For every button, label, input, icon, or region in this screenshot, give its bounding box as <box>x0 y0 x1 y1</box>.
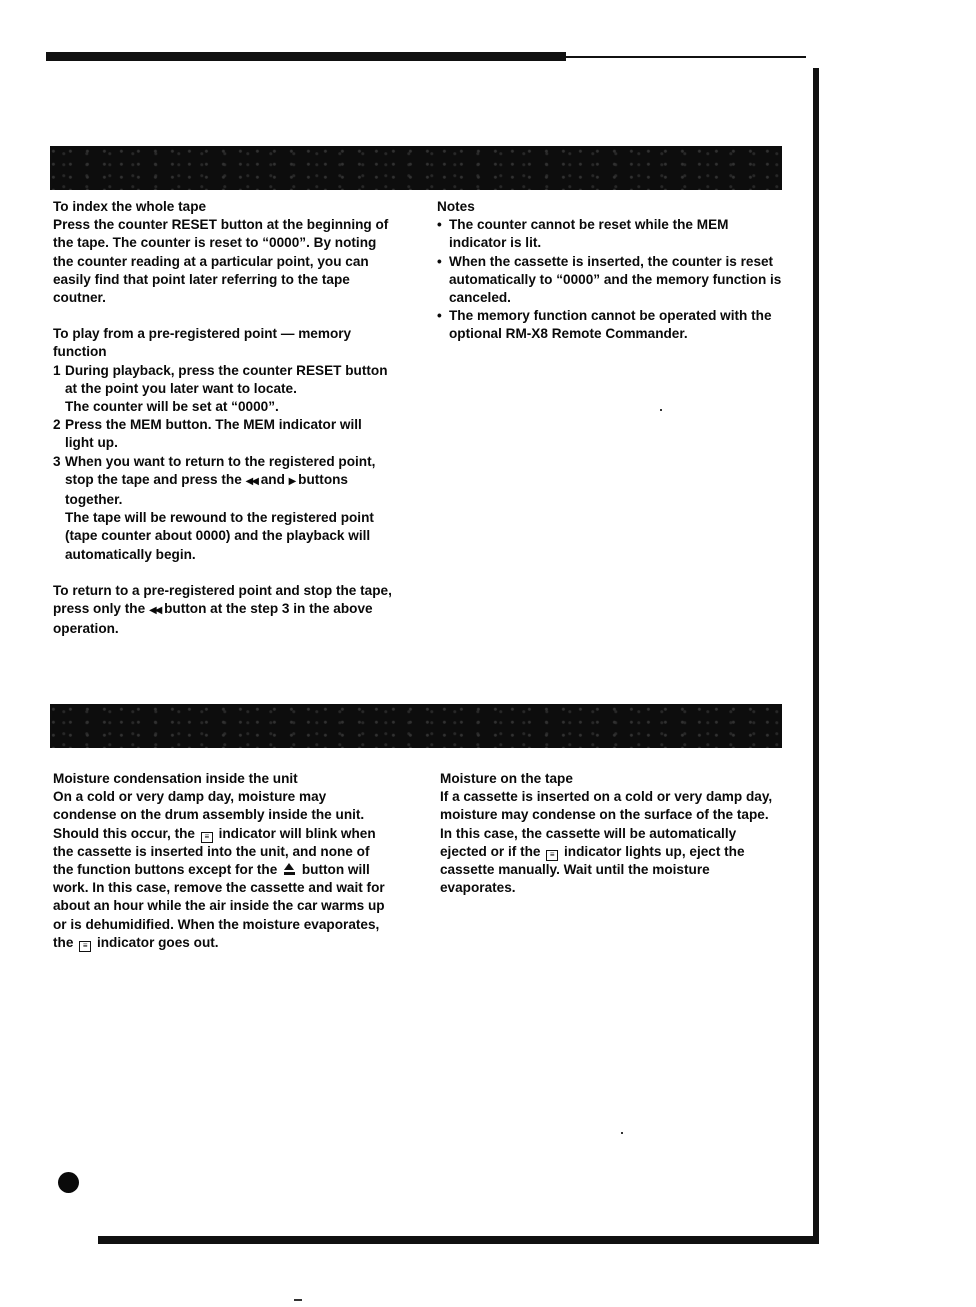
heading-moisture-tape: Moisture on the tape <box>440 771 573 786</box>
list-item: 3 When you want to return to the registered point, stop the tape and press the ◀◀ and ▶ buttons together. The tape will be rewound to the registered point (tape counter about 0000) and the playback will automatically begin. <box>53 453 376 562</box>
stray-dot <box>621 1132 623 1134</box>
eject-icon <box>284 863 295 875</box>
right-column-notes <box>437 198 782 344</box>
heading-memory-function: To play from a pre-registered point — memory function <box>53 326 352 360</box>
section-header-band <box>50 704 782 748</box>
moisture-indicator-icon: ≡ <box>201 832 213 843</box>
left-column-counter <box>53 198 393 638</box>
list-item: • The counter cannot be reset while the MEM indicator is lit. <box>437 216 782 252</box>
list-item: 2 Press the MEM button. The MEM indicator will light up. <box>53 417 362 451</box>
moisture-tape-p1: If a cassette is inserted on a cold or very damp day, moisture may condense on the surface of the tape. <box>440 789 773 823</box>
page-mark <box>294 1299 302 1301</box>
top-rule-thin <box>46 56 806 58</box>
right-margin-rule <box>813 68 819 1244</box>
moisture-tape-p2: In this case, the cassette will be automatically ejected or if the ≡ indicator lights up, eject the cassette manually. Wait until the moisture evaporates. <box>440 825 745 896</box>
bottom-rule <box>98 1236 819 1244</box>
moisture-inside-p1: On a cold or very damp day, moisture may condense on the drum assembly inside the unit. <box>53 789 365 823</box>
return-instruction: To return to a pre-registered point and stop the tape, press only the ◀◀ button at the step 3 in the above operation. <box>53 582 392 637</box>
left-column-moisture-inside <box>53 770 393 952</box>
page-bullet-mark <box>58 1172 79 1193</box>
right-column-moisture-tape <box>440 770 785 897</box>
rewind-icon: ◀◀ <box>245 475 257 487</box>
list-item: • When the cassette is inserted, the counter is reset automatically to “0000” and the memory function is canceled. <box>437 253 782 308</box>
rewind-icon: ◀◀ <box>148 605 161 617</box>
stray-dot <box>660 409 662 411</box>
list-item: • The memory function cannot be operated with the optional RM-X8 Remote Commander. <box>437 307 782 343</box>
index-tape-body: Press the counter RESET button at the beginning of the tape. The counter is reset to “0000”. By noting the counter reading at a particular point, you can easily find that point later referring to the tape coutner. <box>53 217 389 306</box>
heading-index-tape: To index the whole tape <box>53 199 207 214</box>
heading-moisture-inside: Moisture condensation inside the unit <box>53 771 298 786</box>
moisture-inside-p2: Should this occur, the ≡ indicator will blink when the cassette is inserted into the unit, and none of the function buttons except for the button will work. In this case, remove the cassette and wait for about an hour while the air inside the car warms up or is dehumidified. When the moisture evaporates, the ≡ indicator goes out. <box>53 825 385 950</box>
section-header-band <box>50 146 782 190</box>
list-item: 1 During playback, press the counter RESET button at the point you later want to locate. The counter will be set at “0000”. <box>53 362 388 415</box>
moisture-indicator-icon: ≡ <box>546 850 558 861</box>
play-icon: ▶ <box>288 475 295 487</box>
top-rule <box>46 52 806 62</box>
heading-notes: Notes <box>437 199 475 214</box>
notes-list <box>437 216 782 343</box>
memory-steps-list <box>53 362 393 564</box>
moisture-indicator-icon: ≡ <box>79 941 91 952</box>
